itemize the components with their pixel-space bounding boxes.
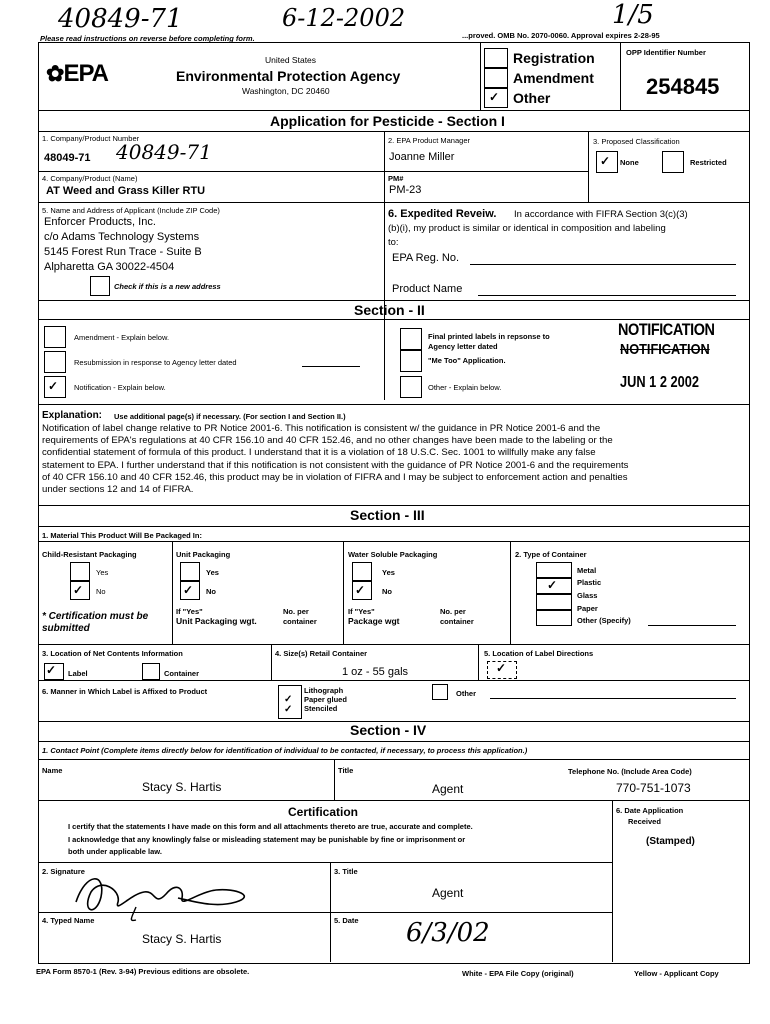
phone-value: 770-751-1073 [616, 781, 691, 795]
type-metal: Metal [577, 566, 597, 575]
crp-label: Child-Resistant Packaging [42, 550, 137, 559]
unit-wgt: Unit Packaging wgt. [176, 616, 257, 626]
up-label: Unit Packaging [176, 550, 231, 559]
cert-line-2: I acknowledge that any knowlingly false or misleading statement may be punishable by fine or imprisonment or [68, 835, 466, 844]
opp-label: OPP Identifier Number [626, 48, 706, 57]
handwritten-reg-number: 40849-71 [58, 4, 183, 34]
explanation-text [42, 423, 748, 496]
crp-yes: Yes [96, 568, 109, 577]
type-registration: Registration [513, 50, 595, 66]
q4-value: 1 oz - 55 gals [342, 666, 409, 678]
yellow-copy: Yellow - Applicant Copy [634, 969, 719, 978]
epa-reg-no-label: EPA Reg. No. [392, 252, 460, 264]
white-copy: White - EPA File Copy (original) [462, 969, 574, 978]
name-value: Stacy S. Hartis [142, 780, 222, 794]
field3-restricted: Restricted [690, 158, 727, 167]
field4-label: 4. Company/Product (Name) [42, 174, 138, 183]
container-type-label: 2. Type of Container [515, 550, 587, 559]
typed-name-value: Stacy S. Hartis [142, 932, 222, 946]
field2-label: 2. EPA Product Manager [388, 136, 470, 145]
type-plastic: Plastic [577, 578, 602, 587]
wsp-label: Water Soluble Packaging [348, 550, 438, 559]
opt-stenciled: Stenciled [304, 704, 338, 713]
opt-amendment: Amendment - Explain below. [74, 333, 170, 342]
certification-note: * Certification must be submitted [42, 611, 149, 634]
up-if-yes: If "Yes" [176, 607, 203, 616]
field4-value: AT Weed and Grass Killer RTU [46, 185, 206, 197]
q3-label: 3. Location of Net Contents Information [42, 649, 183, 658]
field3-none: None [620, 158, 639, 167]
instructions-note: Please read instructions on reverse before completing form. [40, 34, 255, 43]
new-address-label: Check if this is a new address [114, 282, 221, 291]
explanation-line: Notification of label change relative to PR Notice 2001-6. This notification is consistent w/ the guidance in PR Notice 2001-6 and the [42, 423, 601, 434]
opt-other: Other - Explain below. [428, 383, 502, 392]
up-no-per: No. per [283, 607, 309, 616]
explanation-line: statement to EPA. I further understand that if this notification is not consistent with the guidance of PR Notice 2001-6 and the requirements [42, 459, 629, 471]
q3-container-opt: Container [164, 669, 200, 678]
wsp-if-yes: If "Yes" [348, 607, 375, 616]
none-check-mark: ✓ [600, 154, 611, 168]
other-check-mark: ✓ [489, 90, 500, 104]
up-yes: Yes [206, 568, 219, 577]
new-address-checkbox[interactable] [90, 276, 110, 296]
product-name-label: Product Name [392, 283, 463, 295]
paper-glued-check-mark: ✓ [284, 694, 293, 705]
field1-label: 1. Company/Product Number [42, 134, 140, 143]
field5-label: 5. Name and Address of Applicant (Include ZIP Code) [42, 206, 220, 215]
opt-notification: Notification - Explain below. [74, 383, 166, 392]
q1-label: 1. Material This Product Will Be Packaged In: [42, 531, 202, 540]
pkg-wgt: Package wgt [348, 616, 400, 626]
field6-text2: (b)(i), my product is similar or identical in composition and labeling [388, 223, 666, 234]
opt-final-2: Agency letter dated [428, 342, 498, 351]
final-labels-checkbox[interactable] [400, 328, 422, 350]
up-yes-checkbox[interactable] [180, 562, 200, 581]
registration-checkbox[interactable] [484, 48, 508, 68]
wsp-no-per: No. per [440, 607, 466, 616]
up-no-check-mark: ✓ [183, 583, 194, 597]
pm-value: PM-23 [389, 184, 422, 196]
form-number: EPA Form 8570-1 (Rev. 3-94) Previous editions are obsolete. [36, 967, 250, 976]
address-line-2: c/o Adams Technology Systems [44, 231, 200, 243]
phone-label: Telephone No. (Include Area Code) [568, 767, 692, 776]
opt-paper-glued: Paper glued [304, 695, 347, 704]
product-name-line[interactable] [478, 295, 736, 296]
signature-mark [66, 862, 266, 922]
notification-stamp: NOTIFICATION [618, 320, 715, 339]
handwritten-date-top: 6-12-2002 [282, 4, 406, 32]
date-label: 5. Date [334, 916, 359, 925]
title2-label: 3. Title [334, 867, 358, 876]
crp-no-check-mark: ✓ [73, 583, 84, 597]
opp-number: 254845 [646, 74, 720, 99]
wsp-container: container [440, 617, 474, 626]
field3-label: 3. Proposed Classification [593, 137, 680, 146]
up-no: No [206, 587, 216, 596]
other-option-checkbox[interactable] [400, 376, 422, 398]
agency-name: Environmental Protection Agency [176, 68, 401, 84]
contact-point: 1. Contact Point (Complete items directly below for identification of individual to be contacted, if necessary, to process this application.) [42, 746, 528, 755]
omb-note: ...proved. OMB No. 2070-0060. Approval expires 2-28-95 [462, 31, 660, 40]
title-value: Agent [432, 782, 464, 796]
q5-label: 5. Location of Label Directions [484, 649, 594, 658]
container-type-box-4[interactable] [536, 610, 572, 626]
crp-yes-checkbox[interactable] [70, 562, 90, 581]
field6-text1: In accordance with FIFRA Section 3(c)(3) [514, 209, 688, 220]
net-container-checkbox[interactable] [142, 663, 160, 680]
wsp-no-check-mark: ✓ [355, 583, 366, 597]
amendment-checkbox[interactable] [484, 68, 508, 88]
date-received-label-2: Received [628, 817, 661, 826]
type-other: Other [513, 90, 551, 106]
container-type-box-3[interactable] [536, 594, 572, 610]
section3-title: Section - III [350, 507, 425, 523]
restricted-checkbox[interactable] [662, 151, 684, 173]
address-line-3: 5145 Forest Run Trace - Suite B [44, 246, 202, 258]
signature-label: 2. Signature [42, 867, 85, 876]
q4-label: 4. Size(s) Retail Container [275, 649, 368, 658]
field1-value: 48049-71 [44, 152, 91, 164]
stamped-note: (Stamped) [646, 836, 695, 847]
handwritten-date-signed: 6/3/02 [406, 918, 490, 948]
opt-lithograph: Lithograph [304, 686, 344, 695]
q6-other: Other [456, 689, 477, 698]
field6-label: 6. Expedited Reveiw. [388, 208, 497, 220]
type-other: Other (Specify) [577, 616, 631, 625]
q3-label-opt: Label [68, 669, 88, 678]
wsp-yes: Yes [382, 568, 395, 577]
explanation-line: confidential statement of formula of this product. I understand that it is a violation of 18 U.S.C. Sec. 1001 to willfully make any false [42, 447, 596, 459]
cert-line-3: both under applicable law. [68, 847, 162, 856]
date-received-label-1: 6. Date Application [616, 806, 684, 815]
amendment-option-checkbox[interactable] [44, 326, 66, 348]
notification-check-mark: ✓ [48, 379, 59, 393]
wsp-no: No [382, 587, 392, 596]
type-glass: Glass [577, 591, 598, 600]
section4-title: Section - IV [350, 722, 427, 738]
certification-title: Certification [288, 805, 359, 819]
crp-no: No [96, 587, 106, 596]
epa-reg-no-line[interactable] [470, 264, 736, 265]
explanation-line: requirements of EPA's regulations at 40 CFR 156.10 and 40 CFR 152.46, and no other changes have been made to the labeling or the [42, 435, 613, 447]
name-label: Name [42, 766, 63, 775]
united-states: United States [265, 55, 317, 65]
manner-other-checkbox[interactable] [432, 684, 448, 700]
type-amendment: Amendment [513, 70, 594, 86]
opt-resubmission: Resubmission in response to Agency letter dated [74, 358, 237, 367]
cert-line-1: I certify that the statements I have made on this form and all attachments thereto are true, accurate and complete. [68, 822, 473, 831]
address-line-4: Alpharetta GA 30022-4504 [44, 261, 175, 273]
me-too-checkbox[interactable] [400, 350, 422, 372]
section1-title: Application for Pesticide - Section I [270, 113, 505, 129]
handwritten-product-no: 40849-71 [116, 140, 212, 164]
notification-stamp-struck: NOTIFICATION [620, 341, 710, 358]
explanation-line: under sections 12 and 14 of FIFRA. [42, 484, 194, 496]
epa-logo: ✿EPA [46, 60, 109, 87]
container-type-box-1[interactable] [536, 562, 572, 578]
typed-name-label: 4. Typed Name [42, 916, 95, 925]
field2-value: Joanne Miller [389, 151, 455, 163]
title2-value: Agent [432, 886, 464, 900]
type-paper: Paper [577, 604, 598, 613]
address-line-1: Enforcer Products, Inc. [44, 216, 156, 228]
opt-final-1: Final printed labels in repsonse to [428, 332, 550, 341]
handwritten-page-count: 1/5 [612, 0, 654, 30]
up-container: container [283, 617, 317, 626]
q6-label: 6. Manner in Which Label is Affixed to Product [42, 687, 208, 696]
flower-icon: ✿ [46, 61, 64, 86]
net-label-check-mark: ✓ [46, 663, 57, 677]
plastic-check-mark: ✓ [547, 578, 558, 592]
opt-me-too: "Me Too" Application. [428, 356, 506, 365]
stenciled-check-mark: ✓ [284, 704, 293, 715]
pm-label: PM# [388, 174, 404, 183]
wsp-yes-checkbox[interactable] [352, 562, 372, 581]
field6-text3: to: [388, 237, 399, 248]
explanation-line: of 40 CFR 156.10 and 40 CFR 152.46, this product may be in violation of FIFRA and I may be subject to enforcement action and penalties [42, 471, 628, 483]
resubmission-checkbox[interactable] [44, 351, 66, 373]
section2-title: Section - II [354, 302, 425, 318]
explanation-hint: Use additional page(s) if necessary. (For section I and Section II.) [114, 412, 346, 421]
title-label: Title [338, 766, 354, 775]
notification-date-stamp: JUN 1 2 2002 [620, 374, 699, 391]
label-directions-check-mark: ✓ [496, 661, 507, 675]
explanation-label: Explanation: [42, 410, 103, 421]
agency-location: Washington, DC 20460 [242, 86, 330, 96]
